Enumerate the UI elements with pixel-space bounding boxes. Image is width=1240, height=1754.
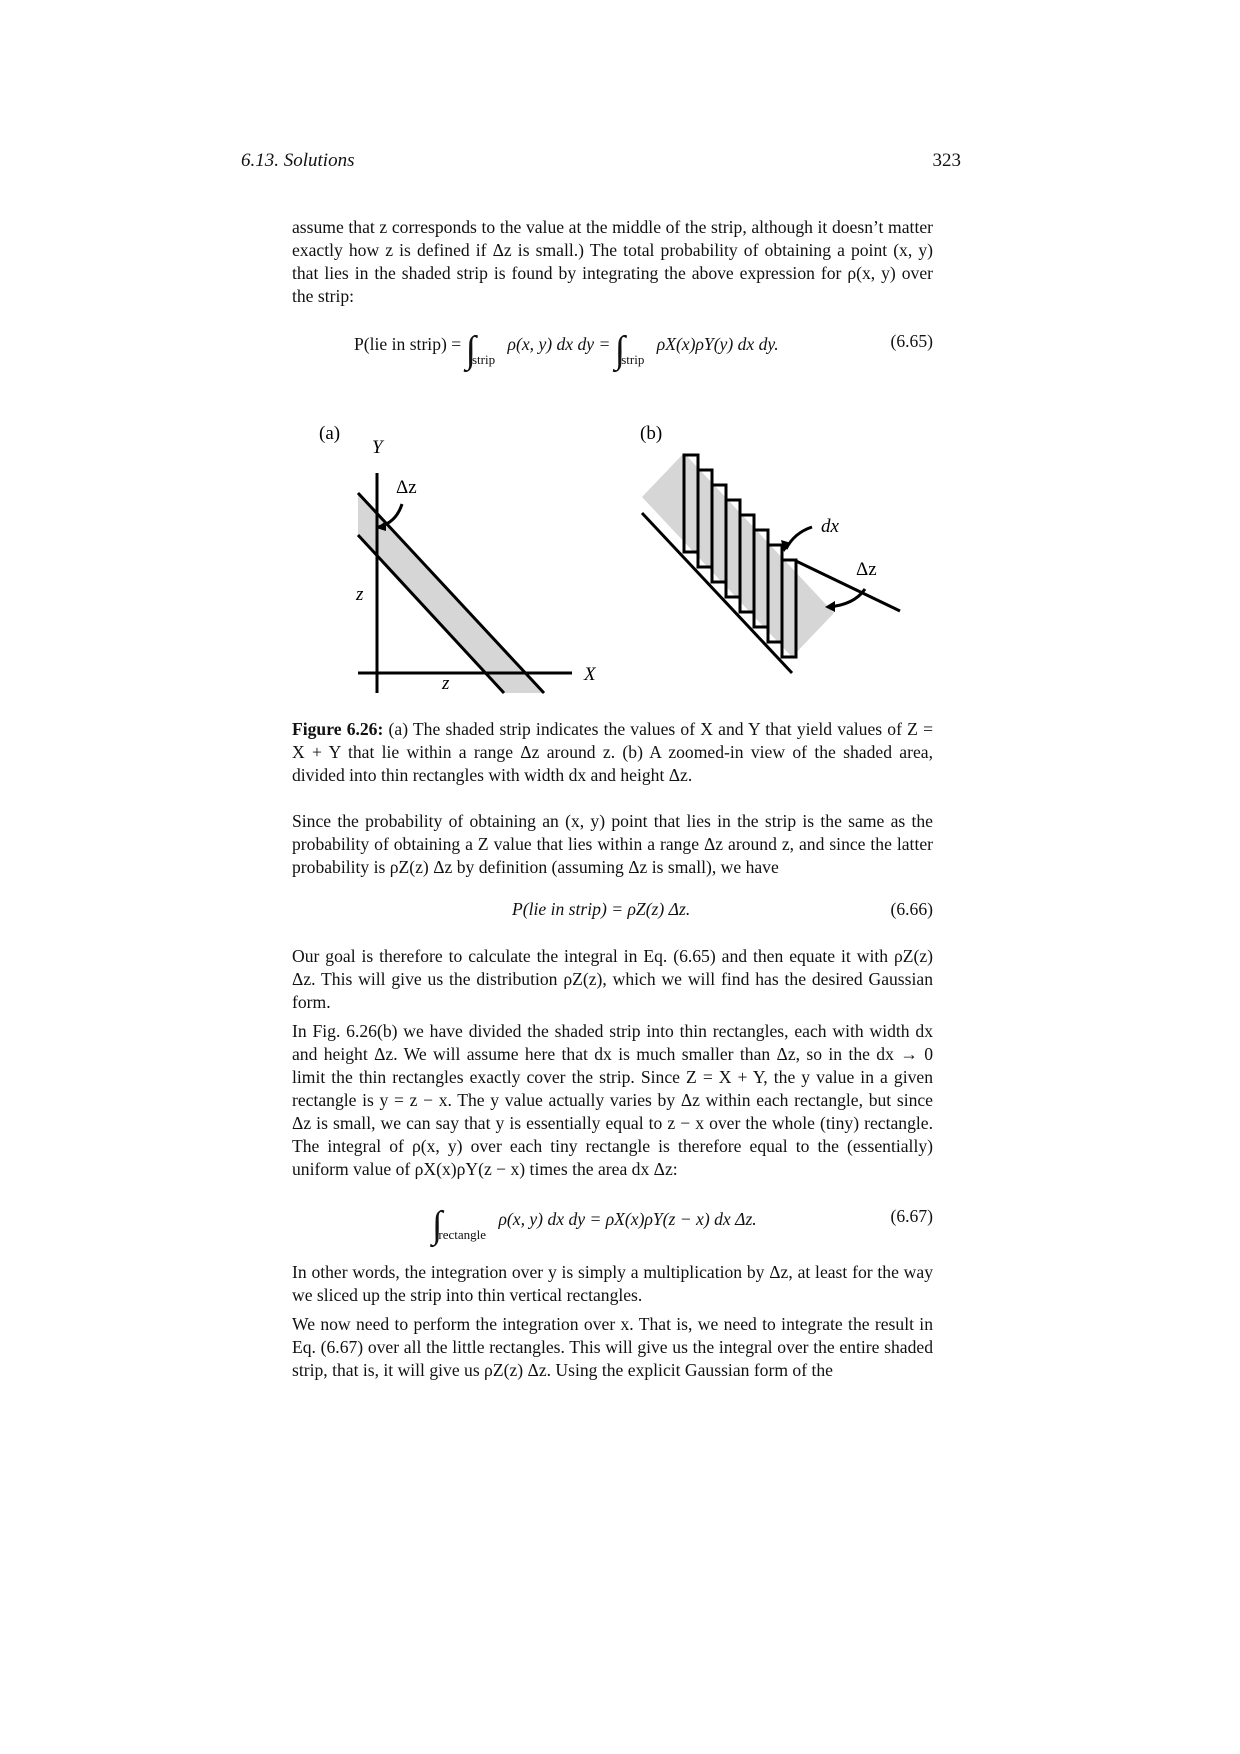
eq-6-65-sub2: strip [621,352,645,367]
goal-paragraph: Our goal is therefore to calculate the integral in Eq. (6.65) and then equate it with ρZ(z) Δz. This will give us the distribution ρZ(z), which we will find has the desired Gaussian form. [292,946,933,1012]
panel-b-label: (b) [640,425,663,444]
eq-6-67-sub: rectangle [438,1227,487,1242]
equation-6-65-body [354,331,779,369]
equation-number: (6.65) [890,331,933,351]
dx-label: dx [821,516,839,537]
figure-discussion-paragraph: In Fig. 6.26(b) we have divided the shaded strip into thin rectangles, each with width dx and height Δz. We will assume here that dx is much smaller than Δz, so in the dx → 0 limit the thin rectangles exactly cover the strip. Since Z = X + Y, the y value in a given rectangle is y = z − x. The y value actually varies by Δz within each rectangle, but since Δz is small, we can say that y is essentially equal to z − x over the whole (tiny) rectangle. The integral of ρ(x, y) over each tiny rectangle is therefore equal to the (essentially) uniform value of ρX(x)ρY(z − x) times the area dx Δz: [292,1021,933,1179]
equation-6-67-body [432,1206,757,1244]
equation-6-67 [292,1206,933,1246]
integral-sign: ∫ [432,1204,443,1246]
equation-6-66 [292,899,933,939]
z-bottom-label: z [442,673,450,694]
panel-a-label: (a) [319,425,341,444]
integration-paragraph: We now need to perform the integration over x. That is, we need to integrate the result in Eq. (6.67) over all the little rectangles. This will give us the integral over the entire shaded strip, that is, it will give us ρZ(z) Δz. Using the explicit Gaussian form of the [292,1314,933,1380]
closing-text [292,1261,933,1382]
x-axis-label: X [584,664,596,685]
body-text [292,945,933,1181]
eq-6-65-rhs: ρX(x)ρY(y) dx dy. [656,334,779,354]
caption-label: Figure 6.26: [292,719,384,739]
page-number: 323 [932,150,961,171]
shaded-strip-b [642,453,834,657]
other-words-paragraph: In other words, the integration over y is simply a multiplication by Δz, at least for the way we sliced up the strip into thin vertical rectangles. [292,1262,933,1305]
section-title: 6.13. Solutions [241,150,355,171]
since-paragraph-block [292,810,933,879]
eq-6-65-sub1: strip [472,352,496,367]
caption-text: (a) The shaded strip indicates the values of X and Y that yield values of Z = X + Y that lie within a range Δz around z. (b) A zoomed-in view of the shaded area, divided into thin rectangles with width dx and height Δz. [292,719,933,785]
figure-caption [292,718,933,787]
eq-6-65-lhs: P(lie in strip) = [354,334,462,354]
equation-6-65 [292,331,933,371]
delta-z-label-a: Δz [396,477,417,498]
strip-lower-edge [358,535,504,693]
integral-sign: ∫ [465,329,476,371]
equation-6-66-body: P(lie in strip) = ρZ(z) Δz. [512,899,691,919]
y-axis-label: Y [372,437,383,458]
figure-6-26-svg [292,425,933,695]
intro-paragraph: assume that z corresponds to the value at the middle of the strip, although it doesn’t matter exactly how z is defined if Δz is small.) The total probability of obtaining a point (x, y) that lies in the shaded strip is found by integrating the above expression for ρ(x, y) over the strip: [292,217,933,306]
equation-number: (6.66) [890,899,933,919]
running-head [241,150,961,176]
since-paragraph: Since the probability of obtaining an (x, y) point that lies in the strip is the same as the probability of obtaining a Z value that lies within a range Δz around z, and since the latter probability is ρZ(z) Δz by definition (assuming Δz is small), we have [292,811,933,877]
delta-z-label-b: Δz [856,559,877,580]
integral-sign: ∫ [614,329,626,371]
eq-6-65-mid: ρ(x, y) dx dy = [507,334,611,354]
z-left-label: z [356,584,364,605]
dx-arrow [786,527,812,549]
intro-paragraph-block [292,216,933,308]
figure-6-26 [292,425,933,695]
eq-6-67-rhs: ρ(x, y) dx dy = ρX(x)ρY(z − x) dx Δz. [498,1209,757,1229]
equation-number: (6.67) [890,1206,933,1226]
